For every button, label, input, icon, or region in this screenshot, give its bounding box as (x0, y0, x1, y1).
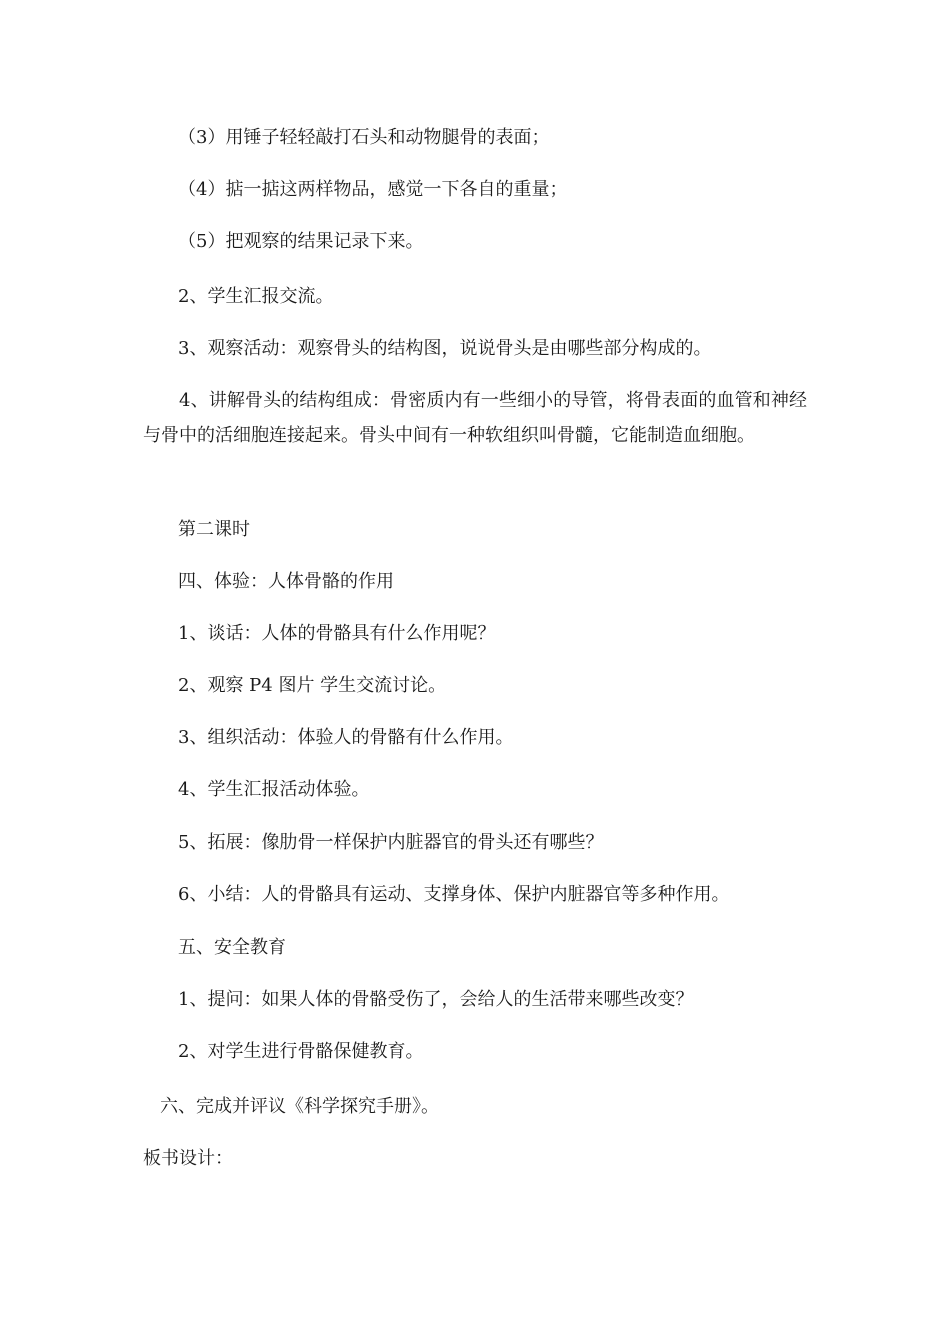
text-line-extend: 5、拓展：像肋骨一样保护内脏器官的骨头还有哪些？ (178, 832, 604, 853)
section-heading-4: 四、体验：人体骨骼的作用 (178, 571, 394, 592)
text-line-observe-activity: 3、观察活动：观察骨头的结构图，说说骨头是由哪些部分构成的。 (178, 338, 712, 359)
text-line-report-experience: 4、学生汇报活动体验。 (178, 779, 370, 800)
section-heading-6: 六、完成并评议《科学探究手册》。 (160, 1096, 439, 1117)
text-line-student-report: 2、学生汇报交流。 (178, 286, 334, 307)
text-line-step-5: （5）把观察的结果记录下来。 (178, 231, 424, 252)
section-heading-5: 五、安全教育 (178, 937, 286, 958)
text-line-step-3: （3）用锤子轻轻敲打石头和动物腿骨的表面； (178, 127, 550, 148)
text-line-board-design: 板书设计： (143, 1148, 233, 1169)
text-line-health-education: 2、对学生进行骨骼保健教育。 (178, 1041, 424, 1062)
text-line-observe-picture: 2、观察 P4 图片 学生交流讨论。 (178, 675, 447, 696)
text-line-step-4: （4）掂一掂这两样物品，感觉一下各自的重量； (178, 179, 568, 200)
text-line-summary: 6、小结：人的骨骼具有运动、支撑身体、保护内脏器官等多种作用。 (178, 884, 730, 905)
lesson-heading-second: 第二课时 (178, 519, 250, 540)
text-paragraph-bone-structure: 4、讲解骨头的结构组成：骨密质内有一些细小的导管，将骨表面的血管和神经与骨中的活细胞连接起来。骨头中间有一种软组织叫骨髓，它能制造血细胞。 (143, 390, 807, 446)
text-line-talk: 1、谈话：人体的骨骼具有什么作用呢？ (178, 623, 496, 644)
text-line-organize-activity: 3、组织活动：体验人的骨骼有什么作用。 (178, 727, 514, 748)
text-line-question: 1、提问：如果人体的骨骼受伤了，会给人的生活带来哪些改变？ (178, 989, 694, 1010)
